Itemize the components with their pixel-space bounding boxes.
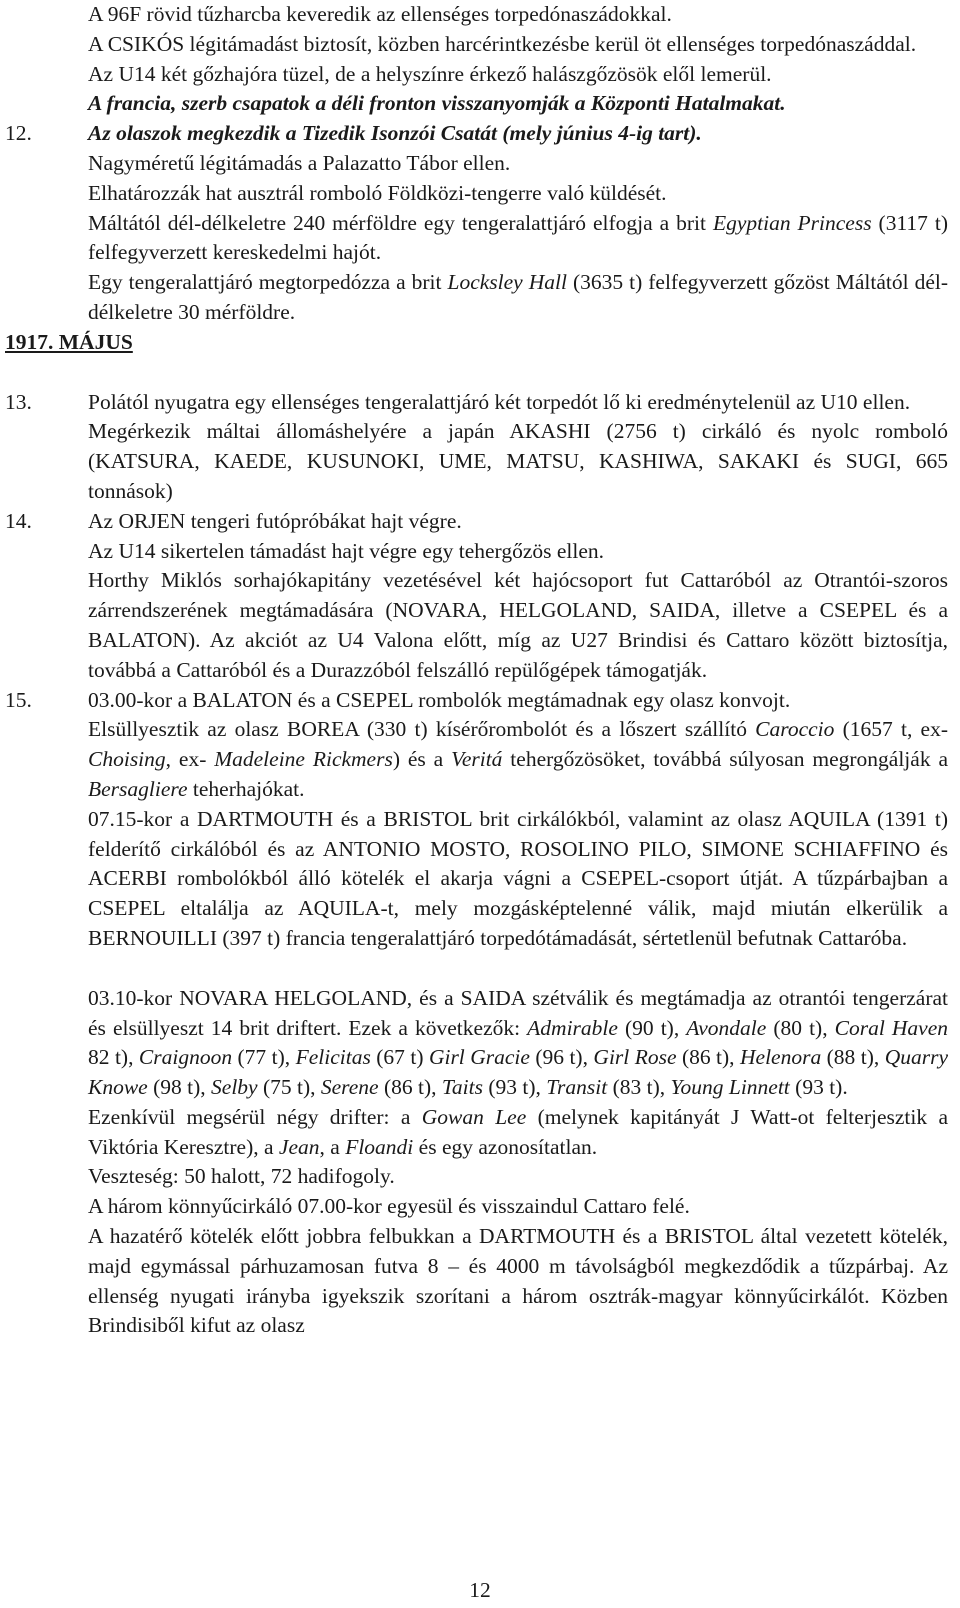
ship-name: Selby (211, 1075, 258, 1100)
day-number: 14. (5, 508, 32, 533)
ship-name: Floandi (345, 1134, 414, 1159)
day-12-entry (0, 119, 948, 149)
text-run: (77 t), (232, 1045, 296, 1070)
paragraph (0, 984, 948, 1103)
text-run: (86 t), (676, 1045, 740, 1070)
day-15-entry (0, 686, 948, 716)
text-run: (98 t), (147, 1075, 212, 1100)
text-run: (3635 t) felfegyverzett gőzöst Máltától dél-délkeletre 30 mérföldre. (88, 270, 948, 324)
text-run: , ex- (165, 747, 215, 772)
ship-name: Girl Gracie (428, 1045, 530, 1070)
paragraph (0, 1103, 948, 1163)
day-14-entry (0, 507, 948, 537)
text-run: Elsüllyesztik az olasz BOREA (330 t) kísérőrombolót és a lőszert szállító (88, 717, 756, 742)
text-run: (86 t), (378, 1075, 442, 1100)
ship-name: Locksley Hall (447, 270, 567, 295)
page-number: 12 (469, 1578, 491, 1602)
ship-name: Quarry Knowe (88, 1045, 949, 1100)
text-run: , a (319, 1134, 346, 1159)
paragraph: Az ORJEN tengeri futópróbákat hajt végre. (88, 508, 462, 533)
ship-name: Admirable (527, 1015, 618, 1040)
paragraph: Polától nyugatra egy ellenséges tengeralattjáró két torpedót lő ki eredménytelenül az U10 ellen. (88, 389, 911, 414)
paragraph-bold: Az olaszok megkezdik a Tizedik Isonzói Csatát (mely június 4-ig tart). (88, 121, 702, 146)
day-number: 15. (5, 687, 32, 712)
text-run: (melynek kapitányát J Watt-ot felterjesztik a Viktória Keresztre), a (88, 1104, 948, 1159)
month-heading: 1917. MÁJUS (5, 329, 133, 354)
text-run: (83 t), (607, 1075, 671, 1100)
paragraph: Az U14 sikertelen támadást hajt végre egy tehergőzös ellen. (88, 538, 605, 563)
ship-name: Young Linnett (670, 1075, 790, 1100)
ship-name: Avondale (686, 1015, 767, 1040)
ship-name: Madeleine Rickmers (214, 747, 393, 772)
ship-name: Girl Rose (593, 1045, 677, 1070)
paragraph (0, 268, 948, 328)
text-run: (3117 t) felfegyverzett kereskedelmi hajót. (88, 210, 948, 265)
paragraph: Nagyméretű légitámadás a Palazatto Tábor ellen. (88, 150, 511, 175)
text-run: és egy azonosítatlan. (413, 1134, 598, 1159)
paragraph: Megérkezik máltai állomáshelyére a japán AKASHI (2756 t) cirkáló és nyolc romboló (KATSURA, KAEDE, KUSUNOKI, UME, MATSU, KASHIWA, SAKAKI és SUGI, 665 tonnások) (88, 419, 948, 503)
ship-name: Bersagliere (88, 776, 188, 801)
ship-name: Helenora (740, 1045, 822, 1070)
paragraph (0, 715, 948, 804)
paragraph: A CSIKÓS légitámadást biztosít, közben harcérintkezésbe kerül öt ellenséges torpedónaszáddal. (88, 31, 917, 56)
day-number: 12. (5, 121, 32, 146)
ship-name: Craignoon (138, 1045, 233, 1070)
text-run: Egy tengeralattjáró megtorpedózza a brit (88, 270, 448, 295)
ship-name: Transit (546, 1075, 608, 1100)
text-run: (80 t), (766, 1015, 835, 1040)
paragraph: Elhatározzák hat ausztrál romboló Földközi-tengerre való küldését. (88, 180, 667, 205)
ship-name: Coral Haven (834, 1015, 948, 1040)
paragraph-bold: A francia, szerb csapatok a déli fronton visszanyomják a Központi Hatalmakat. (88, 91, 786, 116)
paragraph: A három könnyűcirkáló 07.00-kor egyesül és visszaindul Cattaro felé. (88, 1194, 690, 1219)
text-run: (93 t), (482, 1075, 547, 1100)
text-run: 03.10-kor NOVARA HELGOLAND, és a SAIDA szétválik és megtámadja az otrantói tengerzárat és elsüllyeszt 14 brit driftert. Ezek a következők: (88, 985, 948, 1040)
text-run: Ezenkívül megsérül négy drifter: a (88, 1104, 422, 1129)
paragraph: Veszteség: 50 halott, 72 hadifogoly. (88, 1164, 395, 1189)
ship-name: Felicitas (295, 1045, 371, 1070)
ship-name: Serene (320, 1075, 379, 1100)
ship-name: Caroccio (755, 717, 835, 742)
text-run: (88 t), (821, 1045, 885, 1070)
text-run: Máltától dél-délkeletre 240 mérföldre egy tengeralattjáró elfogja a brit (88, 210, 713, 235)
ship-name: Taits (441, 1075, 483, 1100)
paragraph: Horthy Miklós sorhajókapitány vezetésével két hajócsoport fut Cattaróból az Otrantói-szoros zárrendszerének megtámadására (NOVARA, HELGOLAND, SAIDA, illetve a CSEPEL és a BALATON). Az akciót az U4 Valona előtt, míg az U27 Brindisi és Cattaro között biztosítja, továbbá a Cattaróból és a Durazzóból felszálló repülőgépek támogatják. (88, 568, 948, 682)
ship-name: Egyptian Princess (712, 210, 872, 235)
ship-name: Choising (88, 747, 166, 772)
text-run: (93 t). (789, 1075, 848, 1100)
text-run: teherhajókat. (187, 776, 305, 801)
text-run: tehergőzösöket, továbbá súlyosan megrongálják a (502, 747, 948, 772)
ship-name: Jean (278, 1134, 320, 1159)
text-run: (67 t) (370, 1045, 429, 1070)
ship-name: Gowan Lee (421, 1104, 527, 1129)
text-run: 82 t), (88, 1045, 139, 1070)
text-run: (90 t), (617, 1015, 687, 1040)
day-number: 13. (5, 389, 32, 414)
paragraph: Az U14 két gőzhajóra tüzel, de a helyszínre érkező halászgőzösök elől lemerül. (88, 61, 772, 86)
ship-name: Veritá (451, 747, 503, 772)
paragraph: A 96F rövid tűzharcba keveredik az ellenséges torpedónaszádokkal. (88, 2, 672, 26)
text-run: (75 t), (257, 1075, 321, 1100)
text-run: (1657 t, ex- (834, 717, 948, 742)
paragraph: 07.15-kor a DARTMOUTH és a BRISTOL brit cirkálókból, valamint az olasz AQUILA (1391 t) felderítő cirkálóból és az ANTONIO MOSTO, ROSOLINO PILO, SIMONE SCHIAFFINO és ACERBI rombolókból álló kötelék el akarja vágni a CSEPEL-csoport útját. A tűzpárbajban a CSEPEL eltalálja az AQUILA-t, mely mozgásképtelenné válik, majd miután elkerülik a BERNOUILLI (397 t) francia tengeralattjáró torpedótámadását, sértetlenül befutnak Cattaróba. (88, 806, 948, 950)
paragraph (0, 209, 948, 269)
paragraph: 03.00-kor a BALATON és a CSEPEL rombolók megtámadnak egy olasz konvojt. (88, 687, 791, 712)
paragraph: A hazatérő kötelék előtt jobbra felbukkan a DARTMOUTH és a BRISTOL által vezetett kötelék, majd egymással párhuzamosan futva 8 – és 4000 m távolságból megkezdődik a tűzpárbaj. Az ellenség nyugati irányba igyekszik szorítani a három osztrák-magyar könnyűcirkálót. Közben Brindisiből kifut az olasz (88, 1224, 948, 1338)
day-13-entry (0, 388, 948, 418)
text-run: (96 t), (529, 1045, 594, 1070)
text-run: ) és a (392, 747, 452, 772)
